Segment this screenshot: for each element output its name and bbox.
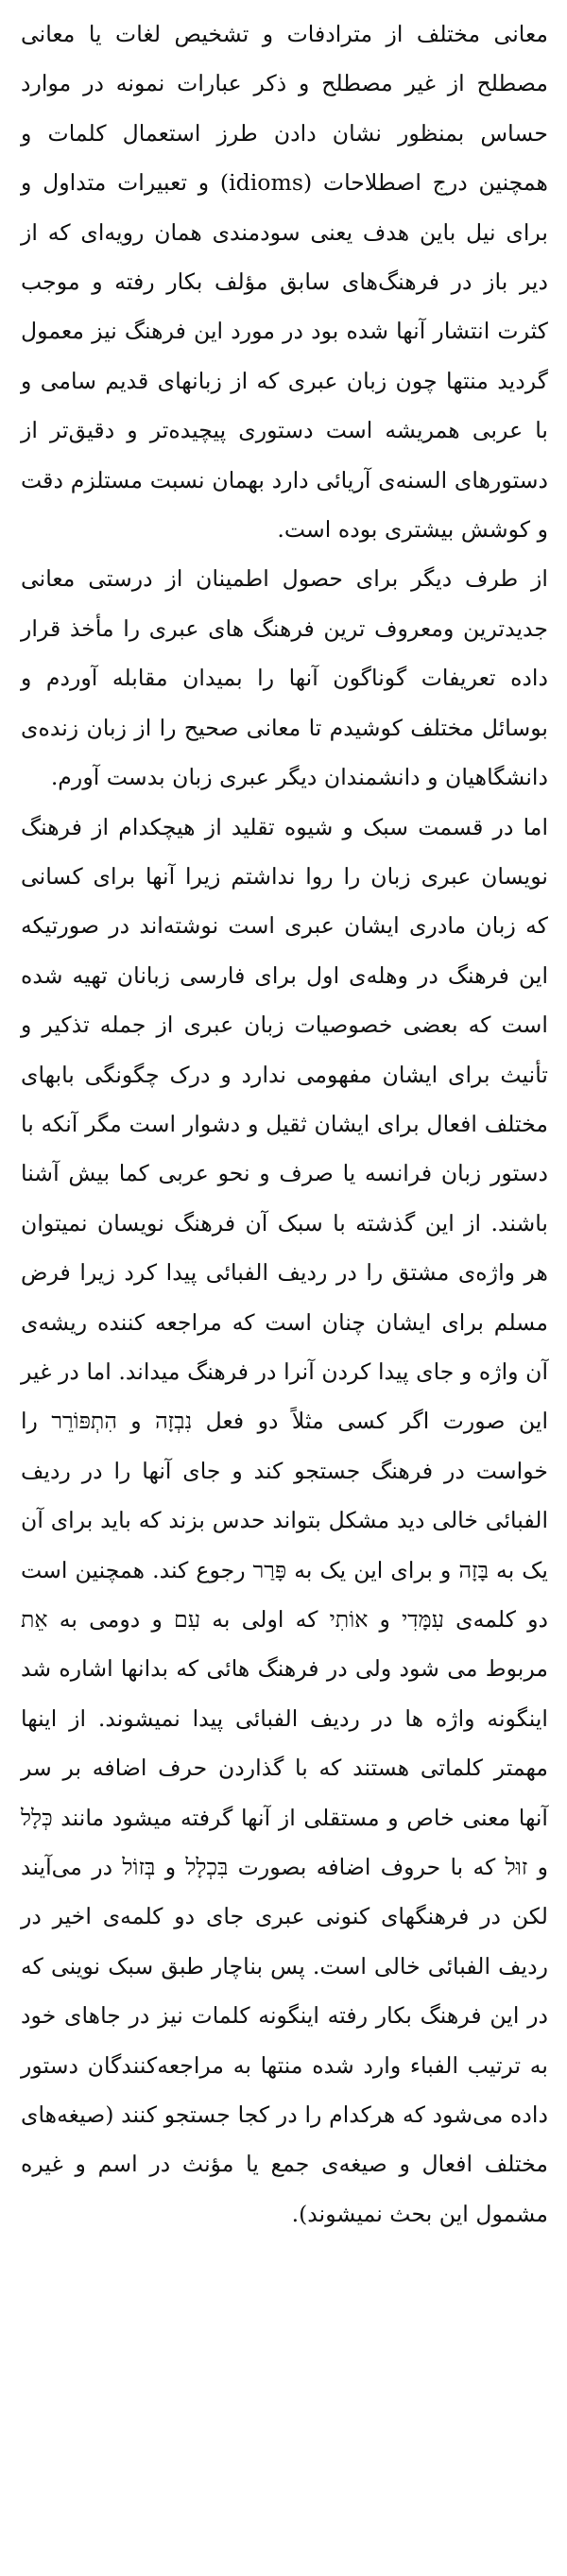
paragraph-2: از طرف دیگر برای حصول اطمینان از درستی معانی جدیدترین ومعروف ترین فرهنگ های عبری را مأخذ قرار داده تعریفات گوناگون آنها را بمیدان مقابله آوردم و بوسائل مختلف کوشیدم تا معانی صحیح را از زبان زنده‌ی دانشگاهیان و دانشمندان دیگر عبری زبان بدست آورم. xyxy=(21,565,548,791)
paragraph-3: اما در قسمت سبک و شیوه تقلید از هیچکدام از فرهنگ نویسان عبری زبان را روا نداشتم زیرا آنها برای کسانی که زبان مادری ایشان عبری است نوشته‌اند در صورتیکه این فرهنگ در وهله‌ی اول برای فارسی زبانان تهیه شده است که بعضی خصوصیات زبان عبری از جمله تذکیر و تأنیث برای ایشان مفهومی ندارد و درک چگونگی بابهای مختلف افعال برای ایشان ثقیل و دشوار است مگر آنکه با دستور زبان فرانسه یا صرف و نحو عربی کما بیش آشنا باشند. از این گذشته با سبک آن فرهنگ نویسان نمیتوان هر واژه‌ی مشتق را در ردیف الفبائی پیدا کرد زیرا فرض مسلم برای ایشان چنان است که مراجعه کننده ریشه‌ی آن واژه و جای پیدا کردن آنرا در فرهنگ میداند. اما در غیر این صورت اگر کسی مثلاً دو فعل נִבְזָה و הִתְפּוֹרֵר را خواست در فرهنگ جستجو کند و جای آنها را در ردیف الفبائی خالی دید مشکل بتواند حدس بزند که باید برای آن یک به בָּזָה و برای این یک به פָּרַר رجوع کند. همچنین است دو کلمه‌ی עִמָּדִי و אוֹתִי که اولی به עִם و دومی به אֵת مربوط می شود ولی در فرهنگ هائی که بدانها اشاره شد اینگونه واژه ها در ردیف الفبائی پیدا نمیشوند. از اینها مهمتر کلماتی هستند که با گذاردن حرف اضافه بر سر آنها معنی خاص و مستقلی از آنها گرفته میشود مانند כְּלָל و זוּל که با حروف اضافه بصورت בִּכְלָל و בְּזוֹל در می‌آیند لکن در فرهنگهای کنونی عبری جای دو کلمه‌ی اخیر در ردیف الفبائی خالی است. پس بناچار طبق سبک نوینی که در این فرهنگ بکار رفته اینگونه کلمات نیز در جاهای خود به ترتیب الفباء وارد شده منتها به مراجعه‌کنندگان دستور داده می‌شود که هرکدام را در کجا جستجو کنند (صیغه‌های مختلف افعال و صیغه‌ی جمع یا مؤنث در اسم و غیره مشمول این بحث نمیشوند). xyxy=(21,813,548,2227)
paragraph-1: معانی مختلف از مترادفات و تشخیص لغات یا معانی مصطلح از غیر مصطلح و ذکر عبارات نمونه در موارد حساس بمنظور نشان دادن طرز استعمال کلمات و همچنین درج اصطلاحات (idioms) و تعبیرات متداول و برای نیل باین هدف یعنی سودمندی همان رویه‌ای که از دیر باز در فرهنگ‌های سابق مؤلف بکار رفته و موجب کثرت انتشار آنها شده بود در مورد این فرهنگ نیز معمول گردید منتها چون زبان عبری که از زبانهای قدیم سامی و با عربی همریشه است دستوری پیچیده‌تر و دقیق‌تر از دستورهای السنه‌ی آریائی دارد بهمان نسبت مستلزم دقت و کوشش بیشتری بوده است. xyxy=(21,21,548,544)
document-page xyxy=(21,9,548,2239)
